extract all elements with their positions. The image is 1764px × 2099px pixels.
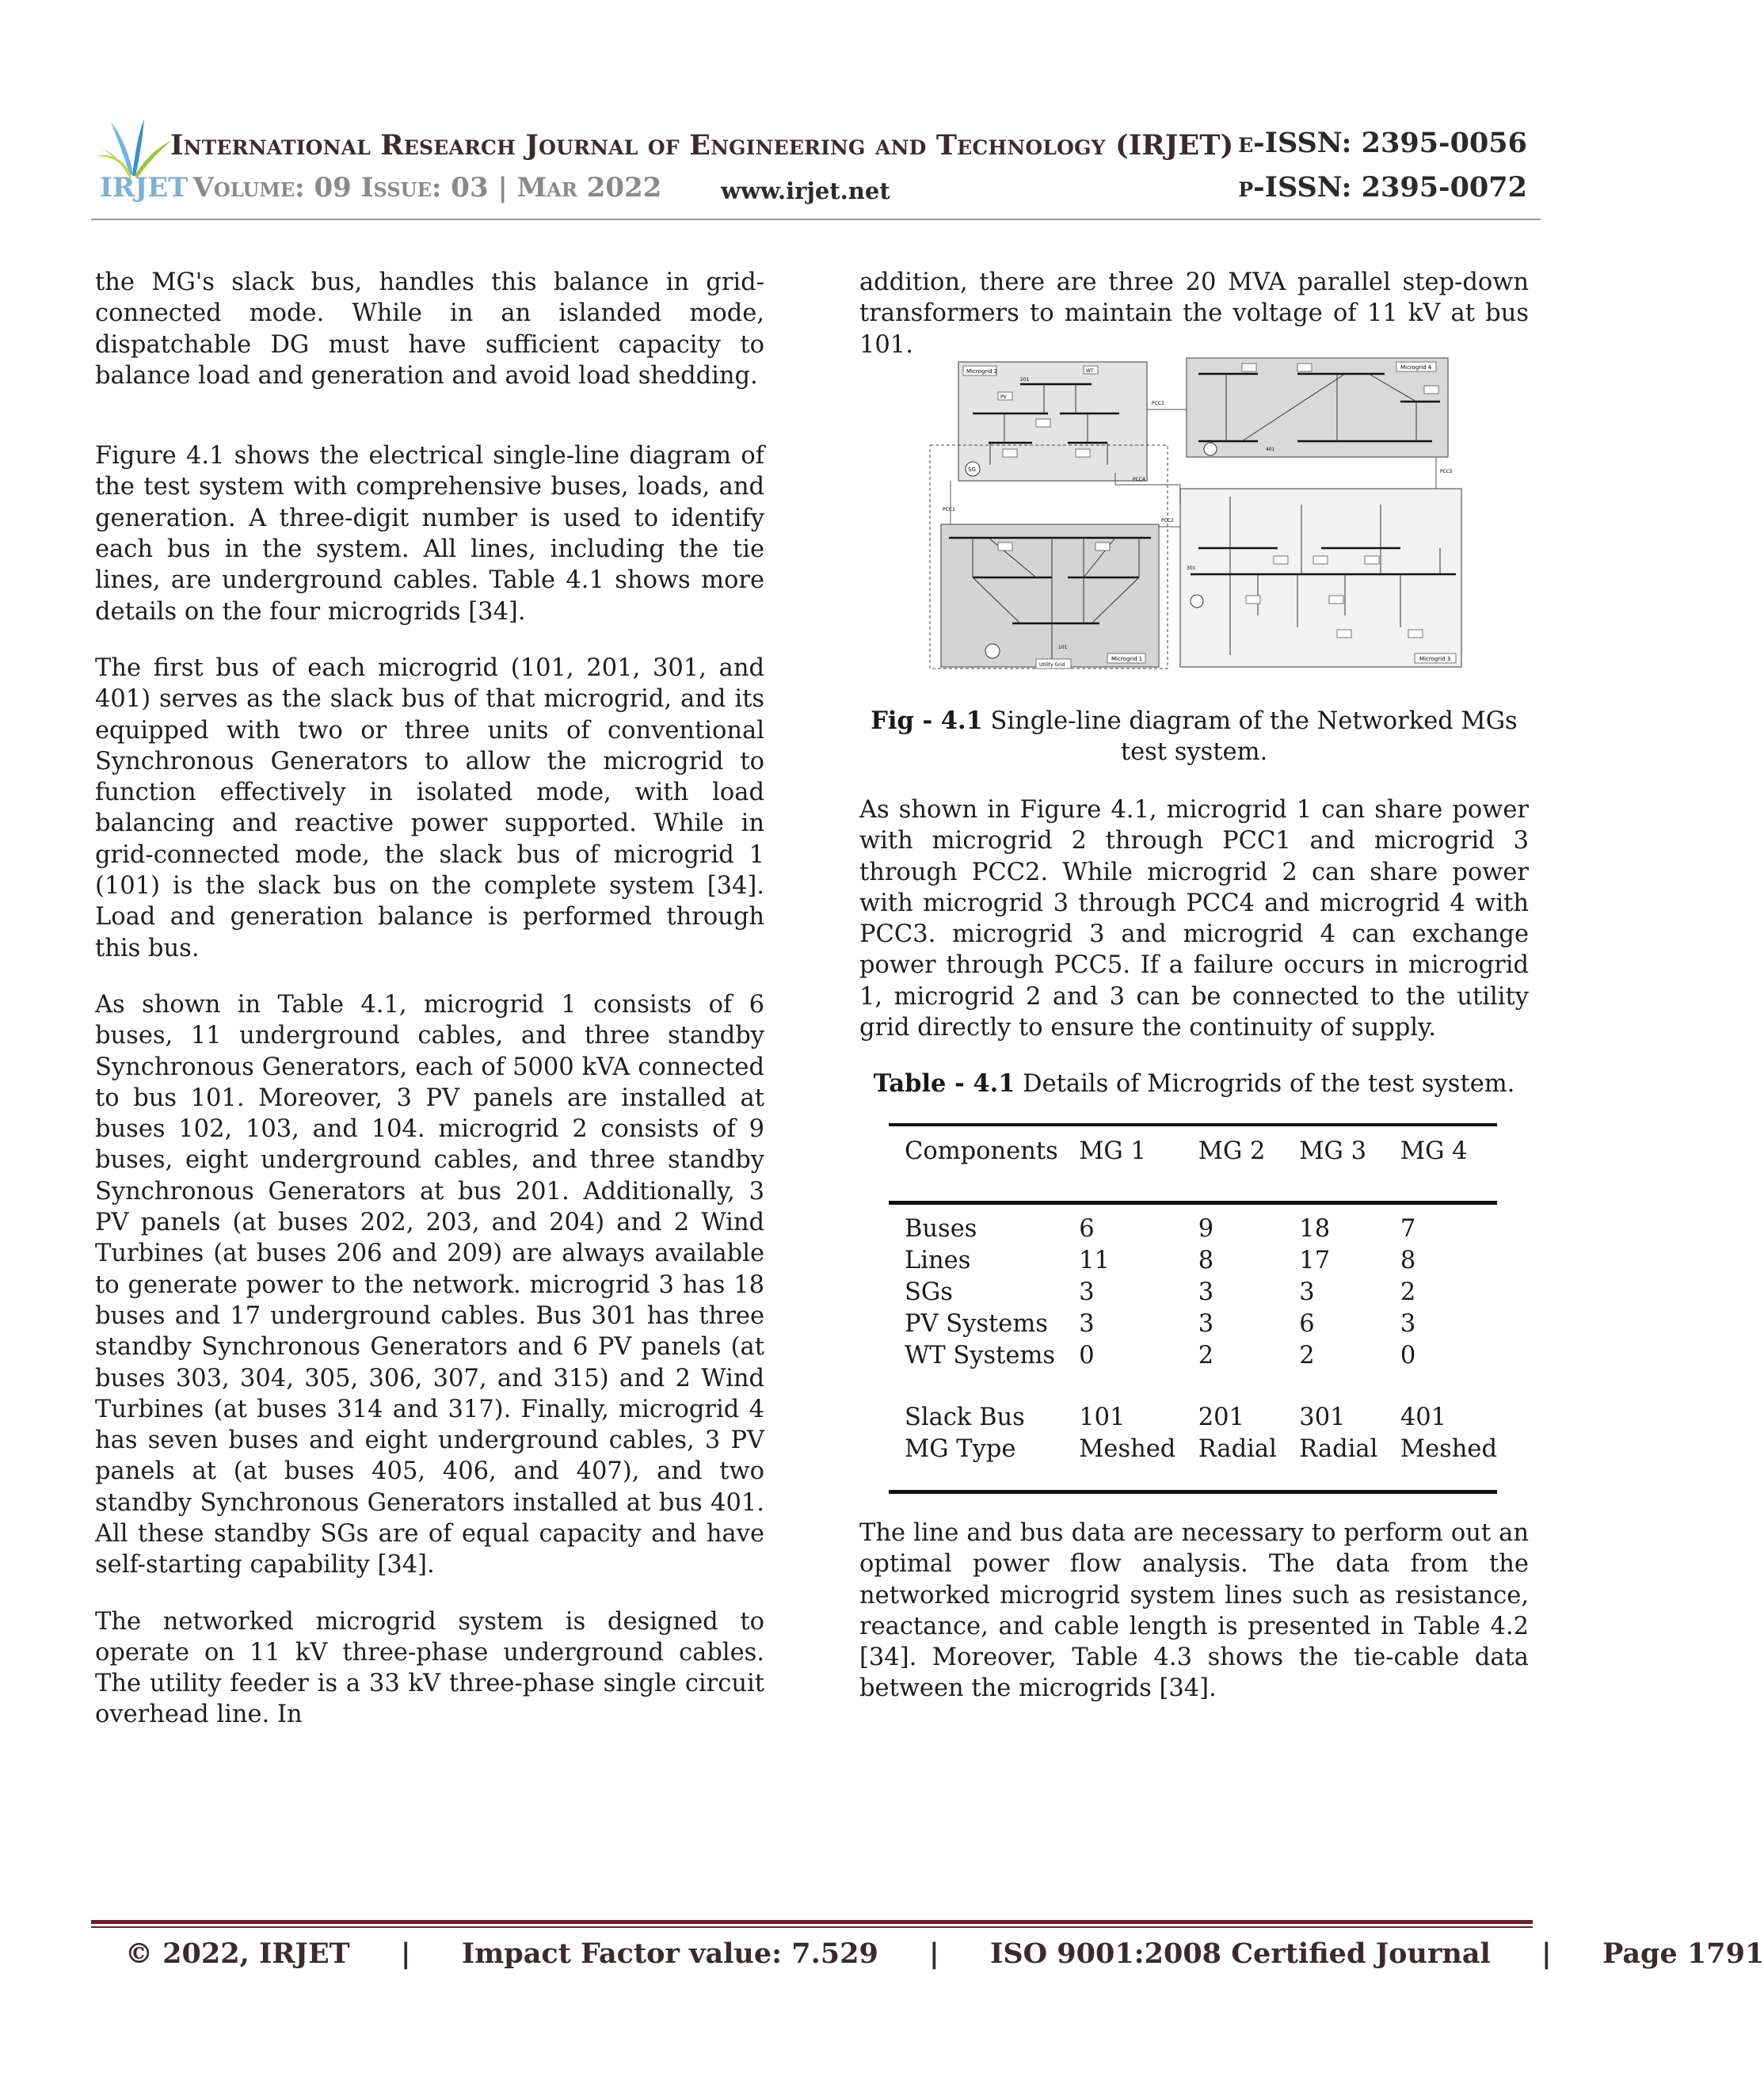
journal-website[interactable]: www.irjet.net bbox=[721, 177, 890, 204]
microgrid-3-label: Microgrid 3 bbox=[1419, 656, 1451, 662]
table-cell: 2 bbox=[1400, 1278, 1416, 1306]
table-row bbox=[889, 1339, 1497, 1371]
footer-iso: ISO 9001:2008 Certified Journal bbox=[989, 1937, 1491, 1970]
table-cell: 3 bbox=[1198, 1309, 1214, 1338]
bus-101-label: 101 bbox=[1058, 645, 1068, 650]
table-cell: 2 bbox=[1198, 1341, 1214, 1369]
pv-label: PV bbox=[1000, 394, 1007, 400]
table-cell: Lines bbox=[905, 1246, 971, 1274]
pcc5-label: PCC5 bbox=[1440, 469, 1453, 474]
volume-issue bbox=[100, 172, 661, 204]
table-cell: 3 bbox=[1299, 1278, 1315, 1306]
table-cell: Radial bbox=[1198, 1434, 1277, 1463]
table-row bbox=[889, 1203, 1497, 1245]
footer-impact-factor: Impact Factor value: 7.529 bbox=[461, 1937, 878, 1970]
figure-caption-text: Single-line diagram of the Networked MGs test system. bbox=[982, 707, 1518, 767]
microgrid-1-label: Microgrid 1 bbox=[1111, 656, 1143, 662]
table-row bbox=[889, 1433, 1497, 1492]
table-cell: 6 bbox=[1299, 1309, 1315, 1338]
table-cell: 0 bbox=[1400, 1341, 1416, 1369]
table-cell: 0 bbox=[1079, 1341, 1095, 1369]
wt-label: WT bbox=[1086, 368, 1094, 374]
left-column bbox=[95, 267, 764, 1756]
microgrid-1-box bbox=[941, 524, 1159, 667]
table-cell: WT Systems bbox=[905, 1341, 1056, 1369]
footer bbox=[125, 1937, 1764, 1970]
table-cell: Radial bbox=[1299, 1434, 1378, 1463]
paragraph: As shown in Figure 4.1, microgrid 1 can share power with microgrid 2 through PCC1 and microgrid 3 through PCC2. While microgrid 2 can share power with microgrid 3 through PCC4 and microgrid 4 with PCC3. microgrid 3 and microgrid 4 can exchange power through PCC5. If a failure occurs in microgrid 1, microgrid 2 and 3 can be connected to the utility grid directly to ensure the continuity of supply. bbox=[859, 796, 1529, 1042]
bus-301-label: 301 bbox=[1187, 566, 1196, 571]
table-cell: 101 bbox=[1079, 1403, 1126, 1431]
pcc4-label: PCC4 bbox=[1133, 477, 1145, 482]
paragraph: As shown in Table 4.1, microgrid 1 consists of 6 buses, 11 underground cables, and three standby Synchronous Generators, each of 5000 kVA connected to bus 101. Moreover, 3 PV panels are installed at buses 102, 103, and 104. microgrid 2 consists of 9 buses, eight underground cables, and three standby Synchronous Generators at bus 201. Additionally, 3 PV panels (at buses 202, 203, and 204) and 2 Wind Turbines (at buses 206 and 209) are always available to generate power to the network. microgrid 3 has 18 buses and 17 underground cables. Bus 301 has three standby Synchronous Generators and 6 PV panels (at buses 303, 304, 305, 306, 307, and 315) and 2 Wind Turbines (at buses 314 and 317). Finally, microgrid 4 has seven buses and eight underground cables, 3 PV panels at (at buses 405, 406, and 407), and two standby Synchronous Generators installed at bus 401. All these standby SGs are of equal capacity and have self-starting capability [34]. bbox=[95, 990, 764, 1579]
table-cell: Slack Bus bbox=[905, 1403, 1025, 1431]
footer-separator: | bbox=[400, 1937, 411, 1970]
table-row bbox=[889, 1244, 1497, 1276]
p-issn: p-ISSN: 2395-0072 bbox=[1238, 171, 1527, 204]
paragraph: the MG's slack bus, handles this balance in grid-connected mode. While in an islanded mode, dispatchable DG must have sufficient capacity to balance load and generation and avoid load shedding. bbox=[95, 269, 764, 390]
table-cell: 9 bbox=[1198, 1214, 1214, 1243]
table-cell: 3 bbox=[1198, 1278, 1214, 1306]
table-row bbox=[889, 1308, 1497, 1339]
logo-text: IRJET bbox=[100, 172, 189, 204]
table-header-row bbox=[889, 1125, 1497, 1203]
table-caption-text: Details of Microgrids of the test system. bbox=[1015, 1070, 1515, 1098]
table-cell: 201 bbox=[1198, 1403, 1244, 1431]
column-header: MG 1 bbox=[1079, 1137, 1146, 1165]
column-header: MG 3 bbox=[1299, 1137, 1366, 1165]
journal-title: International Research Journal of Engineering and Technology (IRJET) bbox=[170, 129, 1234, 162]
table-caption bbox=[859, 1069, 1529, 1098]
e-issn: e-ISSN: 2395-0056 bbox=[1238, 127, 1527, 159]
table-cell: 301 bbox=[1299, 1403, 1346, 1431]
bus-401-label: 401 bbox=[1266, 447, 1275, 452]
table-cell: 8 bbox=[1400, 1246, 1416, 1274]
microgrid-4-label: Microgrid 4 bbox=[1400, 364, 1432, 371]
paragraph: addition, there are three 20 MVA parallel step-down transformers to maintain the voltage of 11 kV at bus 101. bbox=[859, 269, 1529, 359]
table-cell: 3 bbox=[1079, 1309, 1095, 1338]
table-cell: 17 bbox=[1299, 1246, 1331, 1274]
table-spacer bbox=[889, 1371, 1497, 1401]
table-cell: 8 bbox=[1198, 1246, 1214, 1274]
table-cell: 3 bbox=[1400, 1309, 1416, 1338]
table-label: Table - 4.1 bbox=[873, 1069, 1015, 1098]
paragraph: The first bus of each microgrid (101, 201, 301, and 401) serves as the slack bus of that microgrid, and its equipped with two or three units of conventional Synchronous Generators to allow the microgrid to function effectively in isolated mode, with load balancing and reactive power supported. While in grid-connected mode, the slack bus of microgrid 1 (101) is the slack bus on the complete system [34]. Load and generation balance is performed through this bus. bbox=[95, 653, 764, 962]
paragraph: The line and bus data are necessary to perform out an optimal power flow analysis. The data from the networked microgrid system lines such as resistance, reactance, and cable length is presented in Table 4.2 [34]. Moreover, Table 4.3 shows the tie-cable data between the microgrids [34]. bbox=[859, 1519, 1529, 1703]
sg-label: SG bbox=[968, 467, 976, 473]
table-cell: 18 bbox=[1299, 1214, 1331, 1243]
figure-caption bbox=[859, 706, 1529, 768]
table-cell: MG Type bbox=[905, 1434, 1016, 1463]
microgrid-details-table bbox=[889, 1123, 1497, 1494]
table-cell: Meshed bbox=[1400, 1434, 1497, 1463]
pcc1-label: PCC1 bbox=[943, 507, 955, 512]
microgrid-2-box bbox=[958, 362, 1147, 481]
column-header: MG 2 bbox=[1198, 1137, 1266, 1165]
paragraph: The networked microgrid system is designed to operate on 11 kV three-phase underground cables. The utility feeder is a 33 kV three-phase single circuit overhead line. In bbox=[95, 1607, 764, 1729]
paragraph: Figure 4.1 shows the electrical single-line diagram of the test system with comprehensive buses, loads, and generation. A three-digit number is used to identify each bus in the system. All lines, including the tie lines, are underground cables. Table 4.1 shows more details on the four microgrids [34]. bbox=[95, 442, 764, 626]
table-cell: 6 bbox=[1079, 1214, 1095, 1243]
table-row bbox=[889, 1276, 1497, 1308]
bus-201-label: 201 bbox=[1020, 377, 1030, 383]
footer-copyright: © 2022, IRJET bbox=[125, 1937, 350, 1970]
table-cell: 401 bbox=[1400, 1403, 1447, 1431]
table-cell: Meshed bbox=[1079, 1434, 1176, 1463]
table-cell: Buses bbox=[905, 1214, 977, 1243]
volume-issue-text: Volume: 09 Issue: 03 | Mar 2022 bbox=[192, 172, 662, 204]
footer-separator: | bbox=[929, 1937, 939, 1970]
footer-divider-thin bbox=[91, 1926, 1533, 1928]
figure-label: Fig - 4.1 bbox=[871, 707, 983, 735]
microgrid-3-box bbox=[1180, 489, 1461, 667]
column-header: MG 4 bbox=[1400, 1137, 1468, 1165]
pcc2-label: PCC2 bbox=[1161, 518, 1174, 524]
table-cell: PV Systems bbox=[905, 1309, 1048, 1338]
table-row bbox=[889, 1401, 1497, 1433]
footer-divider bbox=[91, 1920, 1533, 1924]
table-cell: 2 bbox=[1299, 1341, 1315, 1369]
right-column-mid bbox=[859, 794, 1529, 1069]
column-header: Components bbox=[905, 1137, 1058, 1165]
right-column-bottom bbox=[859, 1518, 1529, 1730]
microgrid-2-label: Microgrid 2 bbox=[966, 368, 998, 375]
footer-separator: | bbox=[1541, 1937, 1552, 1970]
header-divider bbox=[91, 219, 1541, 220]
utility-grid-label: Utility Grid bbox=[1039, 662, 1065, 668]
table-cell: 7 bbox=[1400, 1214, 1416, 1243]
table-cell: 11 bbox=[1079, 1246, 1110, 1274]
pcc3-label: PCC3 bbox=[1152, 401, 1164, 406]
footer-page-number: Page 1791 bbox=[1602, 1937, 1764, 1970]
table-cell: SGs bbox=[905, 1278, 953, 1306]
single-line-diagram bbox=[925, 354, 1464, 671]
table-cell: 3 bbox=[1079, 1278, 1095, 1306]
